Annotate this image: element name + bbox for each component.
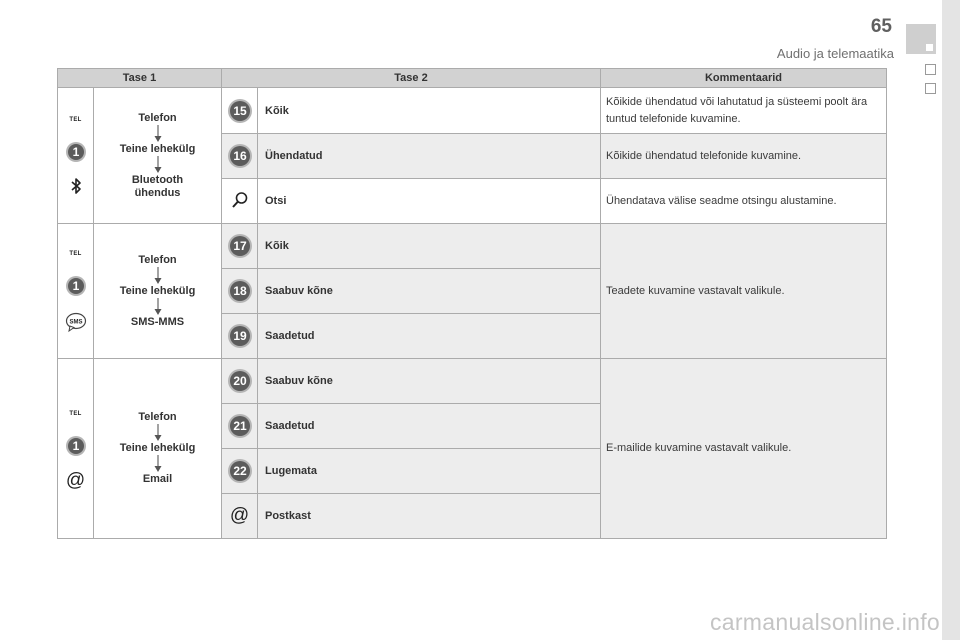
menu-path-step: Bluetooth ühendus <box>131 173 184 199</box>
watermark: carmanualsonline.info <box>709 609 940 635</box>
level-badge <box>65 435 87 457</box>
badge-text: 20 <box>232 374 247 388</box>
level-badge <box>65 141 87 163</box>
badge-text: 18 <box>232 284 247 298</box>
level-2-icon-cell <box>222 134 258 179</box>
level-2-label: Otsi <box>258 179 601 224</box>
bluetooth-icon <box>70 177 82 198</box>
badge-text: 15 <box>232 103 247 118</box>
level-2-label: Postkast <box>258 494 601 539</box>
menu-path-step: Teine lehekülg <box>119 142 196 155</box>
level-2-label: Kõik <box>258 224 601 269</box>
side-bar <box>942 0 960 640</box>
level-2-label: Kõik <box>258 88 601 134</box>
arrow-down-icon <box>153 298 163 316</box>
menu-number-badge <box>227 458 253 484</box>
comment: E-mailide kuvamine vastavalt valikule. <box>601 359 887 539</box>
header-comments: Kommentaarid <box>601 69 887 88</box>
level-2-icon-cell <box>222 179 258 224</box>
level-1-icons <box>58 359 94 539</box>
level-2-label: Lugemata <box>258 449 601 494</box>
badge-text: 1 <box>72 145 79 159</box>
menu-number-badge <box>227 368 253 394</box>
level-2-label: Saadetud <box>258 314 601 359</box>
badge-text: 19 <box>232 329 247 343</box>
search-icon <box>230 190 250 213</box>
level-2-icon-cell <box>222 269 258 314</box>
level-2-icon-cell <box>222 314 258 359</box>
header-level-1: Tase 1 <box>58 69 222 88</box>
level-badge <box>65 275 87 297</box>
tel-icon: TEL <box>69 250 82 257</box>
menu-table <box>57 68 887 539</box>
table-row <box>58 359 887 404</box>
menu-number-badge <box>227 98 253 124</box>
arrow-down-icon <box>153 455 163 473</box>
level-2-icon-cell <box>222 404 258 449</box>
sms-icon <box>65 311 87 336</box>
badge-text: 17 <box>232 239 247 253</box>
level-2-label: Saabuv kõne <box>258 269 601 314</box>
menu-path <box>94 112 221 200</box>
comment: Kõikide ühendatud või lahutatud ja süsteemi poolt ära tuntud telefonide kuvamine. <box>601 88 887 134</box>
level-2-icon-cell <box>222 224 258 269</box>
menu-path-step: SMS-MMS <box>130 315 185 328</box>
level-2-label: Saabuv kõne <box>258 359 601 404</box>
page-title: Audio ja telemaatika <box>776 46 894 61</box>
menu-path <box>94 411 221 486</box>
menu-path-step: Email <box>142 473 173 485</box>
table-row <box>58 224 887 269</box>
table-row <box>58 88 887 134</box>
header-level-2: Tase 2 <box>222 69 601 88</box>
level-1-path <box>94 88 222 224</box>
tel-icon: TEL <box>69 117 82 123</box>
menu-path-step: Teine lehekülg <box>119 442 196 454</box>
menu-number-badge <box>227 278 253 304</box>
arrow-down-icon <box>153 267 163 285</box>
level-1-icons <box>58 88 94 224</box>
menu-path-step: Teine lehekülg <box>119 284 196 297</box>
at-icon: @ <box>229 505 250 526</box>
level-2-label: Ühendatud <box>258 134 601 179</box>
comment: Ühendatava välise seadme otsingu alustamine. <box>601 179 887 224</box>
svg-text:SMS: SMS <box>68 319 83 325</box>
badge-text: 22 <box>232 464 247 478</box>
menu-number-badge <box>227 413 253 439</box>
level-1-path <box>94 359 222 539</box>
chapter-tab <box>906 24 936 54</box>
badge-text: 1 <box>72 278 79 293</box>
level-2-icon-cell <box>222 88 258 134</box>
chapter-tab-marker <box>926 44 933 51</box>
level-1-icons <box>58 224 94 359</box>
at-icon: @ <box>65 469 86 491</box>
table-body <box>58 88 887 539</box>
table-header-row <box>58 69 887 88</box>
level-2-icon-cell <box>222 494 258 539</box>
tel-icon: TEL <box>69 410 82 417</box>
arrow-down-icon <box>153 424 163 442</box>
level-2-label: Saadetud <box>258 404 601 449</box>
chapter-box-2 <box>925 83 936 94</box>
page-number: 65 <box>870 16 892 37</box>
chapter-box-1 <box>925 64 936 75</box>
menu-path-step: Telefon <box>138 253 177 266</box>
arrow-down-icon <box>153 156 163 174</box>
menu-path-step: Telefon <box>138 411 177 423</box>
arrow-down-icon <box>153 125 163 143</box>
level-2-icon-cell <box>222 449 258 494</box>
menu-path <box>94 254 221 329</box>
comment: Kõikide ühendatud telefonide kuvamine. <box>601 134 887 179</box>
badge-text: 1 <box>72 438 79 453</box>
badge-text: 16 <box>232 149 247 163</box>
badge-text: 21 <box>232 419 247 433</box>
comment: Teadete kuvamine vastavalt valikule. <box>601 224 887 359</box>
menu-path-step: Telefon <box>138 111 177 124</box>
menu-number-badge <box>227 323 253 349</box>
level-2-icon-cell <box>222 359 258 404</box>
menu-number-badge <box>227 143 253 169</box>
level-1-path <box>94 224 222 359</box>
menu-number-badge <box>227 233 253 259</box>
